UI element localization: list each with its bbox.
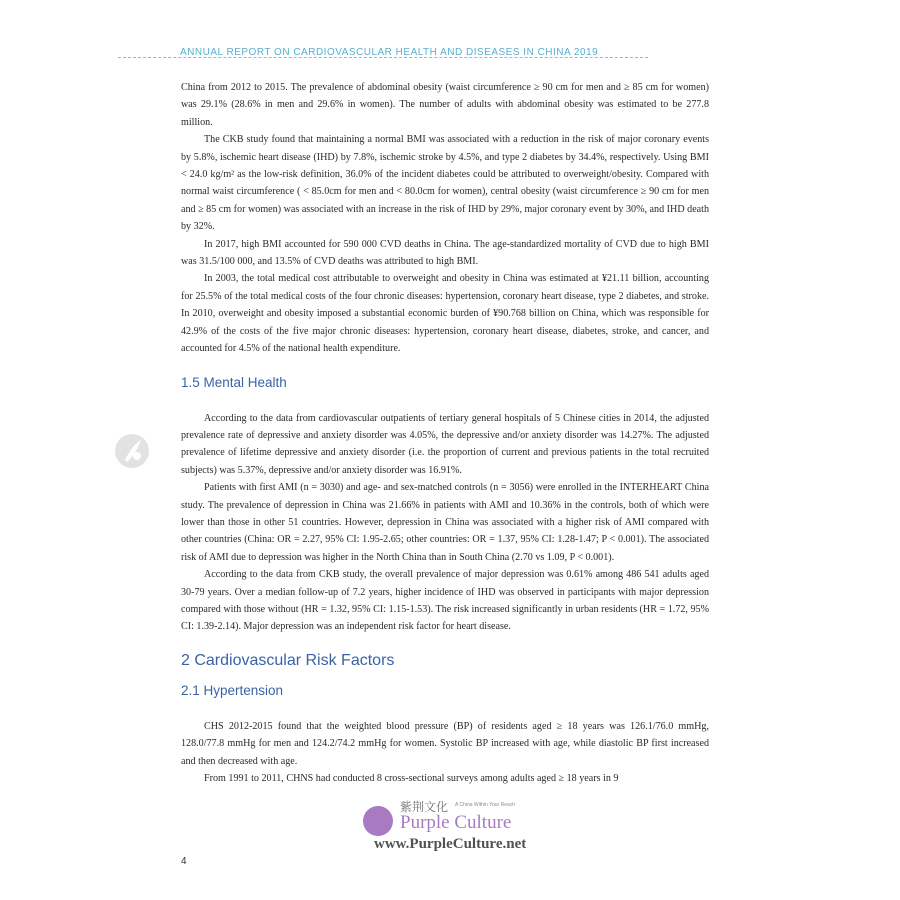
- publisher-logo-icon: [113, 430, 151, 470]
- running-header: ANNUAL REPORT ON CARDIOVASCULAR HEALTH AND DISEASES IN CHINA 2019: [180, 47, 599, 58]
- paragraph: The CKB study found that maintaining a normal BMI was associated with a reduction in the risk of major coronary events by 5.8%, ischemic heart disease (IHD) by 7.8%, ischemic stroke by 4.5%, and type 2 diabetes by 34.4%, respectively. Using BMI < 24.0 kg/m² as the low-risk definition, 36.0% of the incident diabetes could be attributed to overweight/obesity. Compared with normal waist circumference ( < 85.0cm for men and < 80.0cm for women), central obesity (waist circumference ≥ 90 cm for men and ≥ 85 cm for women) was associated with an increase in the risk of IHD by 29%, major coronary event by 30%, and IHD death by 32%.: [181, 134, 709, 233]
- watermark-logo-icon: [363, 806, 393, 836]
- watermark-url: www.PurpleCulture.net: [374, 836, 527, 852]
- paragraph: In 2017, high BMI accounted for 590 000 CVD deaths in China. The age-standardized mortality of CVD due to high BMI was 31.5/100 000, and 13.5% of CVD deaths was attributed to high BMI.: [181, 238, 709, 268]
- paragraph: From 1991 to 2011, CHNS had conducted 8 cross-sectional surveys among adults aged ≥ 18 years in 9: [204, 773, 619, 784]
- watermark-chinese-text: 紫荆文化: [400, 800, 449, 814]
- watermark-brand: Purple Culture: [400, 812, 512, 833]
- paragraph: China from 2012 to 2015. The prevalence of abdominal obesity (waist circumference ≥ 90 cm for men and ≥ 85 cm for women) was 29.1% (28.6% in men and 29.6% in women). The number of adults with abdominal obesity was estimated to be 277.8 million.: [181, 82, 709, 128]
- page-number: 4: [181, 856, 187, 867]
- watermark: [360, 800, 535, 860]
- page-body: [181, 79, 709, 787]
- paragraph: According to the data from CKB study, the overall prevalence of major depression was 0.61% among 486 541 adults aged 30-79 years. Over a median follow-up of 7.2 years, higher incidence of IHD was observed in participants with major depression compared with those without (HR = 1.32, 95% CI: 1.15-1.53). The risk increased significantly in urban residents (HR = 1.72, 95% CI: 1.39-2.14). Major depression was an independent risk factor for heart disease.: [181, 569, 709, 633]
- header-divider: [118, 57, 648, 66]
- paragraph: In 2003, the total medical cost attributable to overweight and obesity in China was estimated at ¥21.11 billion, accounting for 25.5% of the total medical costs of the four chronic diseases: hypertension, coronary heart disease, type 2 diabetes, and stroke. In 2010, overweight and obesity imposed a substantial economic burden of ¥90.768 billion on China, which was responsible for 42.9% of the costs of the five major chronic diseases: hypertension, coronary heart disease, diabetes, stroke, and cancer, and accounted for 4.5% of the national health expenditure.: [181, 273, 709, 355]
- paragraph: According to the data from cardiovascular outpatients of tertiary general hospitals of 5 Chinese cities in 2014, the adjusted prevalence rate of depressive and anxiety disorder was 4.05%, the depressive and/or anxiety disorder was 14.27%. The adjusted prevalence of lifetime depressive and anxiety disorder (i.e. the proportion of current and previous patients in the total recruited subjects) was 5.37%, depressive and/or anxiety disorder was 16.91%.: [181, 412, 709, 476]
- section-heading-mental-health: 1.5 Mental Health: [181, 374, 287, 390]
- chapter-heading-risk-factors: 2 Cardiovascular Risk Factors: [181, 651, 395, 669]
- paragraph: CHS 2012-2015 found that the weighted blood pressure (BP) of residents aged ≥ 18 years was 126.1/76.0 mmHg, 128.0/77.8 mmHg for men and 124.2/74.2 mmHg for women. Systolic BP increased with age, while diastolic BP first increased and then decreased with age.: [181, 720, 709, 767]
- section-heading-hypertension: 2.1 Hypertension: [181, 682, 284, 698]
- paragraph: Patients with first AMI (n = 3030) and age- and sex-matched controls (n = 3056) were enrolled in the INTERHEART China study. The prevalence of depression in China was 21.66% in patients with AMI and 10.36% in the controls, both of which were lower than those in other 51 countries. However, depression in China was associated with a higher risk of AMI compared with other countries (China: OR = 2.27, 95% CI: 1.95-2.65; other countries: OR = 1.37, 95% CI: 1.28-1.47; P < 0.001). The associated risk of AMI due to depression was higher in the North China than in South China (2.70 vs 1.09, P < 0.001).: [181, 482, 709, 563]
- watermark-tagline: A China Within Your Reach: [455, 802, 516, 808]
